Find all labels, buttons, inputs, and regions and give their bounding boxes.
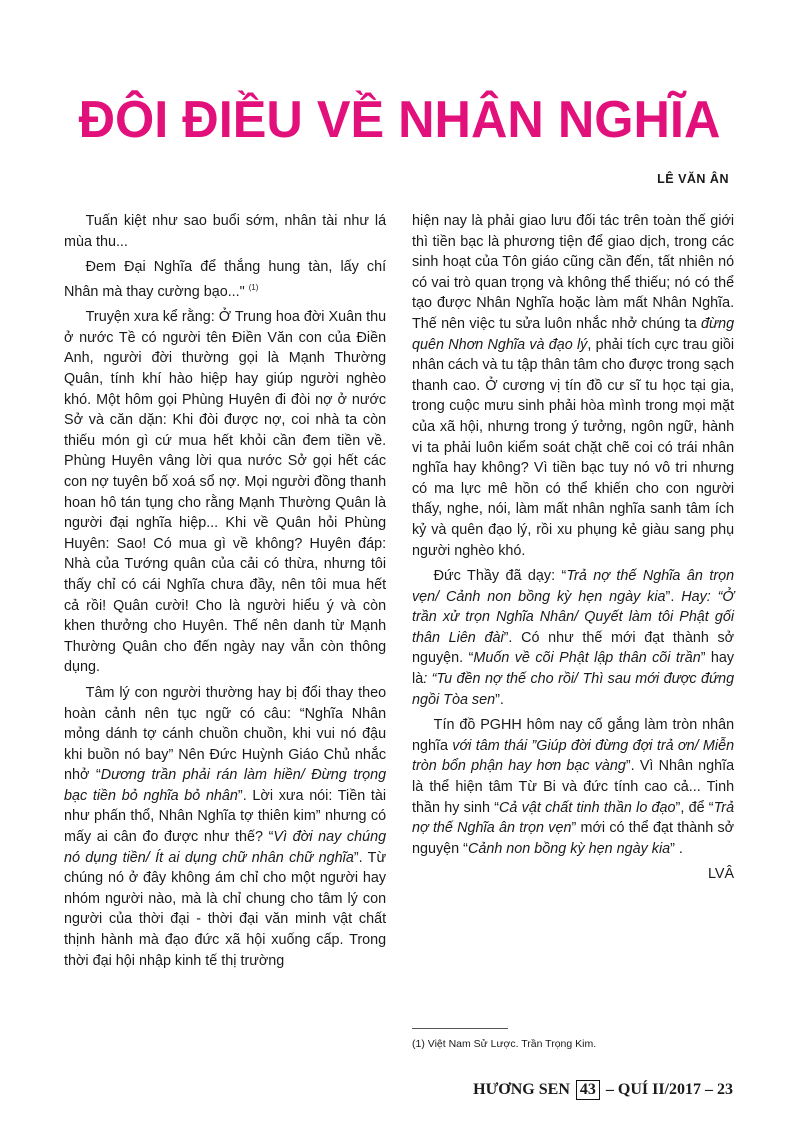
author-name: LÊ VĂN ÂN	[657, 172, 729, 186]
paragraph: Đức Thầy đã dạy: “Trả nợ thế Nghĩa ân trọn vẹn/ Cảnh non bồng kỳ hẹn ngày kia”. Hay: “Ở trần xử trọn Nghĩa Nhân/ Quyết làm tôi Phật gối thân Liên đài”. Có như thế mới đạt thành sở nguyện. “Muốn về cõi Phật lập thân cõi trần” hay là: “Tu đền nợ thế cho rồi/ Thì sau mới được đứng ngồi Tòa sen”.	[412, 568, 735, 708]
footnote-ref[interactable]: (1)	[248, 282, 259, 292]
signature: LVÂ	[707, 866, 735, 883]
paragraph: Tâm lý con người thường hay bị đổi thay theo hoàn cảnh nên tục ngữ có câu: “Nghĩa Nhân mỏng dánh tợ cánh chuồn chuồn, khi vui nó đậu khi buồn nó bay” Nên Đức Huỳnh Giáo Chủ nhắc nhở “Dương trần phải rán làm hiền/ Đừng trọng bạc tiền bỏ nghĩa bỏ nhân”. Lời xưa nói: Tiền tài như phấn thổ, Nhân Nghĩa tợ thiên kim” nhưng có mấy ai cân đo được như thế? “Vì đời nay chúng nó dụng tiền/ Ít ai dụng chữ nhân chữ nghĩa”. Từ chúng nó ở đây không ám chỉ cho một người hay nhóm người nào, mà là chỉ chung cho tâm lý con người của thời đại - thời đại văn minh vật chất thịnh hành mà đạo đức xã hội xuống cấp. Trong thời đại hội nhập kinh tế thị trường	[64, 684, 387, 969]
paragraph: Tín đồ PGHH hôm nay cố gắng làm tròn nhân nghĩa với tâm thái ”Giúp đời đừng đợi trả ơn/ Miễn tròn bổn phận hay hơn bạc vàng”. Vì Nhân nghĩa là thể hiện tâm Từ Bi và đức tính cao cả... Tinh thần hy sinh “Cả vật chất tinh thần lo đạo”, để “Trả nợ thế Nghĩa ân trọn vẹn” mới có thể đạt thành sở nguyện “Cảnh non bồng kỳ hẹn ngày kia” .	[412, 717, 735, 857]
article-title: ĐÔI ĐIỀU VỀ NHÂN NGHĨA	[78, 91, 721, 149]
magazine-name: HƯƠNG SEN	[473, 1081, 570, 1098]
paragraph: Đem Đại Nghĩa để thắng hung tàn, lấy chí Nhân mà thay cường bạo..." $^{(1)}$	[64, 259, 387, 300]
paragraph: Truyện xưa kể rằng: Ở Trung hoa đời Xuân thu ở nước Tề có người tên Điền Văn con của Điền Anh, người đời thường gọi là Mạnh Thường Quân, tính khí hào hiệp hay giúp người nghèo khó. Một hôm gọi Phùng Huyên đi đòi nợ ở nước Sở và căn dặn: Khi đòi được nợ, coi nhà ta còn thiếu món gì cứ mua hết khỏi cần đem tiền về. Phùng Huyên vâng lời qua nước Sở gọi hết các con nợ tuyên bố xoá sổ nợ. Mọi người đồng thanh hoan hô tán tụng cho rằng Mạnh Thường Quân là người đại nghĩa hiệp... Khi về Quân hỏi Phùng Huyên: Sao! Có mua gì về không? Huyên đáp: Nhà của Tướng quân của cải có thừa, nhưng tôi thấy chỉ có cái Nghĩa chưa đầy, nên tôi mua hết cả rồi! Quân cười! Cho là người hiểu ý và còn khen thưởng cho Huyên. Thế nên danh từ Mạnh Thường Quân cho đến ngày nay vẫn còn thông dụng.	[64, 309, 387, 676]
issue-period: – QUÍ II/2017 –	[605, 1081, 713, 1098]
left-column	[64, 211, 386, 976]
paragraph: Tuấn kiệt như sao buổi sớm, nhân tài như lá mùa thu...	[64, 213, 387, 250]
issue-number: 43	[576, 1080, 600, 1100]
page-number: 23	[717, 1081, 733, 1098]
right-column	[412, 211, 734, 890]
footnote-divider	[412, 1028, 508, 1029]
paragraph: hiện nay là phải giao lưu đối tác trên toàn thế giới thì tiền bạc là phương tiện để giao dịch, trong các sinh hoạt của Tôn giáo cũng cần đến, tất nhiên nó có vai trò quan trọng và không thể thiếu; nó có thể tạo được Nhân Nghĩa hoặc làm mất Nhân Nghĩa. Thế nên việc tu sửa luôn nhắc nhở chúng ta đừng quên Nhơn Nghĩa và đạo lý, phải tích cực trau giồi nhân cách và tu tập thân tâm cho được trong sạch thanh cao. Ở cương vị tín đồ cư sĩ tu học tại gia, trong cuộc mưu sinh phải hòa mình trong mọi mặt của xã hội, nhưng trong ý tưởng, ngôn ngữ, hành vi ta phải luôn kiểm soát chặt chẽ coi có trái nhân nghĩa hay không? Vì tiền bạc tuy nó vô tri nhưng có ma lực mê hồn có thể khiến cho con người thấy, nghe, nói, làm mất nhân nghĩa sanh tâm ích kỷ và quên đạo lý, rồi xu phụng kẻ giàu sang phụ người nghèo khó.	[412, 213, 735, 559]
page-footer	[473, 1080, 733, 1100]
footnote: (1) Việt Nam Sử Lược. Trần Trọng Kim.	[412, 1038, 597, 1050]
